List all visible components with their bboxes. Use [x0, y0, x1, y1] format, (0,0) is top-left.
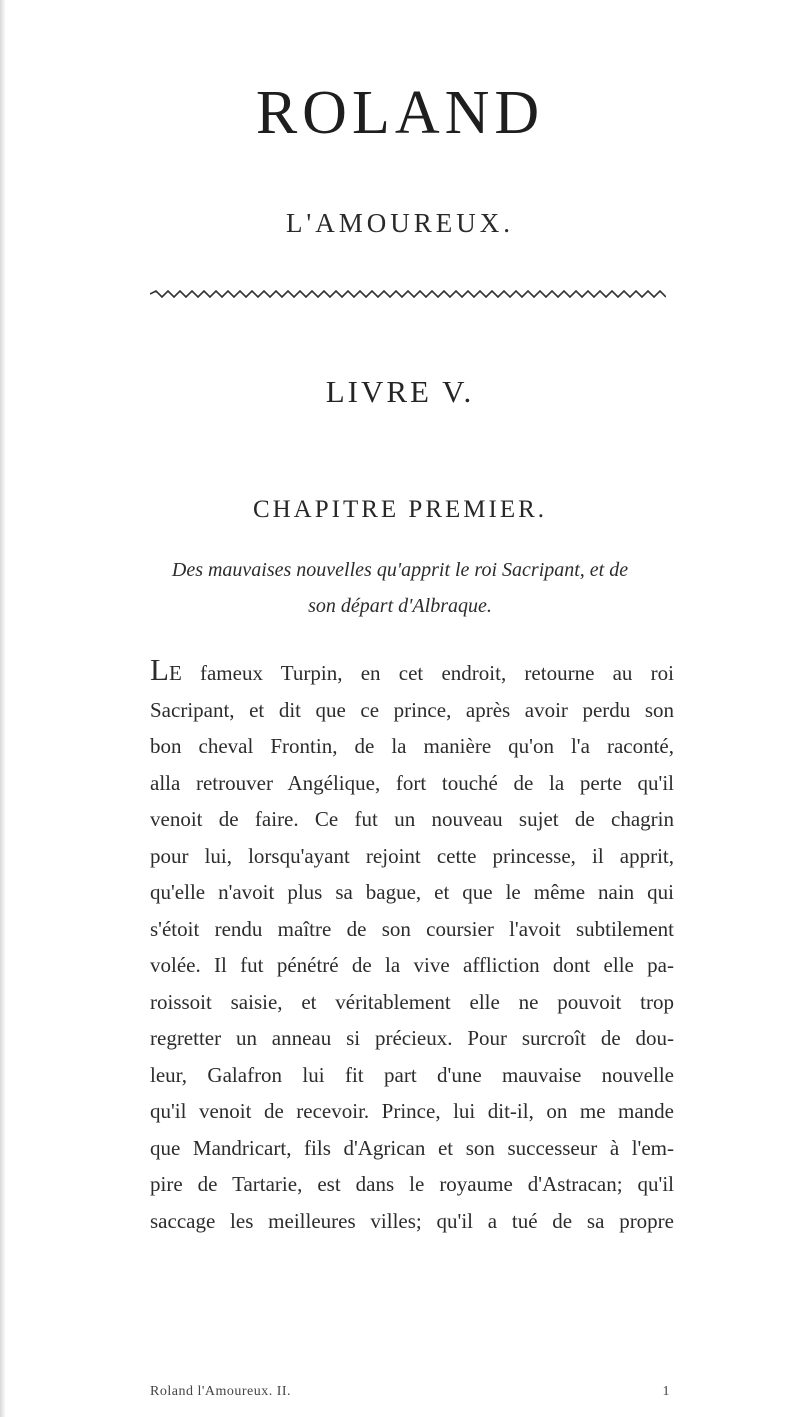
body-line: venoit de faire. Ce fut un nouveau sujet de chagrin	[150, 807, 674, 831]
work-title: ROLAND	[255, 79, 545, 147]
body-line: que Mandricart, fils d'Agrican et son successeur à l'em-	[150, 1135, 674, 1160]
body-line: bon cheval Frontin, de la manière qu'on l'a raconté,	[150, 734, 674, 758]
running-title: Roland l'Amoureux. II.	[150, 1384, 292, 1399]
body-line: pour lui, lorsqu'ayant rejoint cette princesse, il apprit,	[150, 843, 674, 868]
body-line: s'étoit rendu maître de son coursier l'avoit subtilement	[150, 916, 674, 941]
body-line: saccage les meilleures villes; qu'il a tué de sa propre	[150, 1208, 674, 1233]
body-line: pire de Tartarie, est dans le royaume d'Astracan; qu'il	[150, 1172, 674, 1196]
book-heading: LIVRE V.	[325, 374, 475, 409]
work-subtitle: L'AMOUREUX.	[285, 208, 515, 238]
body-line: leur, Galafron lui fit part d'une mauvaise nouvelle	[150, 1062, 674, 1087]
chapter-body-text	[150, 652, 674, 1239]
body-line: regretter un anneau si précieux. Pour surcroît de dou-	[150, 1026, 674, 1050]
body-line: qu'elle n'avoit plus sa bague, et que le même nain qui	[150, 880, 674, 904]
ornamental-rule	[150, 290, 666, 298]
signature-mark: 1	[662, 1384, 670, 1399]
body-lines	[150, 692, 674, 1240]
body-line: volée. Il fut pénétré de la vive affliction dont elle pa-	[150, 953, 674, 977]
page-footer	[150, 1385, 670, 1399]
chapter-summary	[160, 552, 640, 624]
body-line: Sacripant, et dit que ce prince, après avoir perdu son	[150, 697, 674, 722]
chapter-summary-line: son départ d'Albraque.	[308, 595, 492, 617]
body-line: alla retrouver Angélique, fort touché de la perte qu'il	[150, 770, 674, 795]
chapter-heading: CHAPITRE PREMIER.	[252, 496, 548, 523]
drop-cap: L	[150, 652, 169, 687]
body-line: roissoit saisie, et véritablement elle ne pouvoit trop	[150, 989, 674, 1014]
body-first-line	[150, 652, 674, 692]
body-first-line-text: E fameux Turpin, en cet endroit, retourne au roi	[168, 661, 674, 685]
chapter-summary-line: Des mauvaises nouvelles qu'apprit le roi Sacripant, et de	[171, 559, 629, 581]
body-line: qu'il venoit de recevoir. Prince, lui dit-il, on me mande	[150, 1099, 674, 1123]
